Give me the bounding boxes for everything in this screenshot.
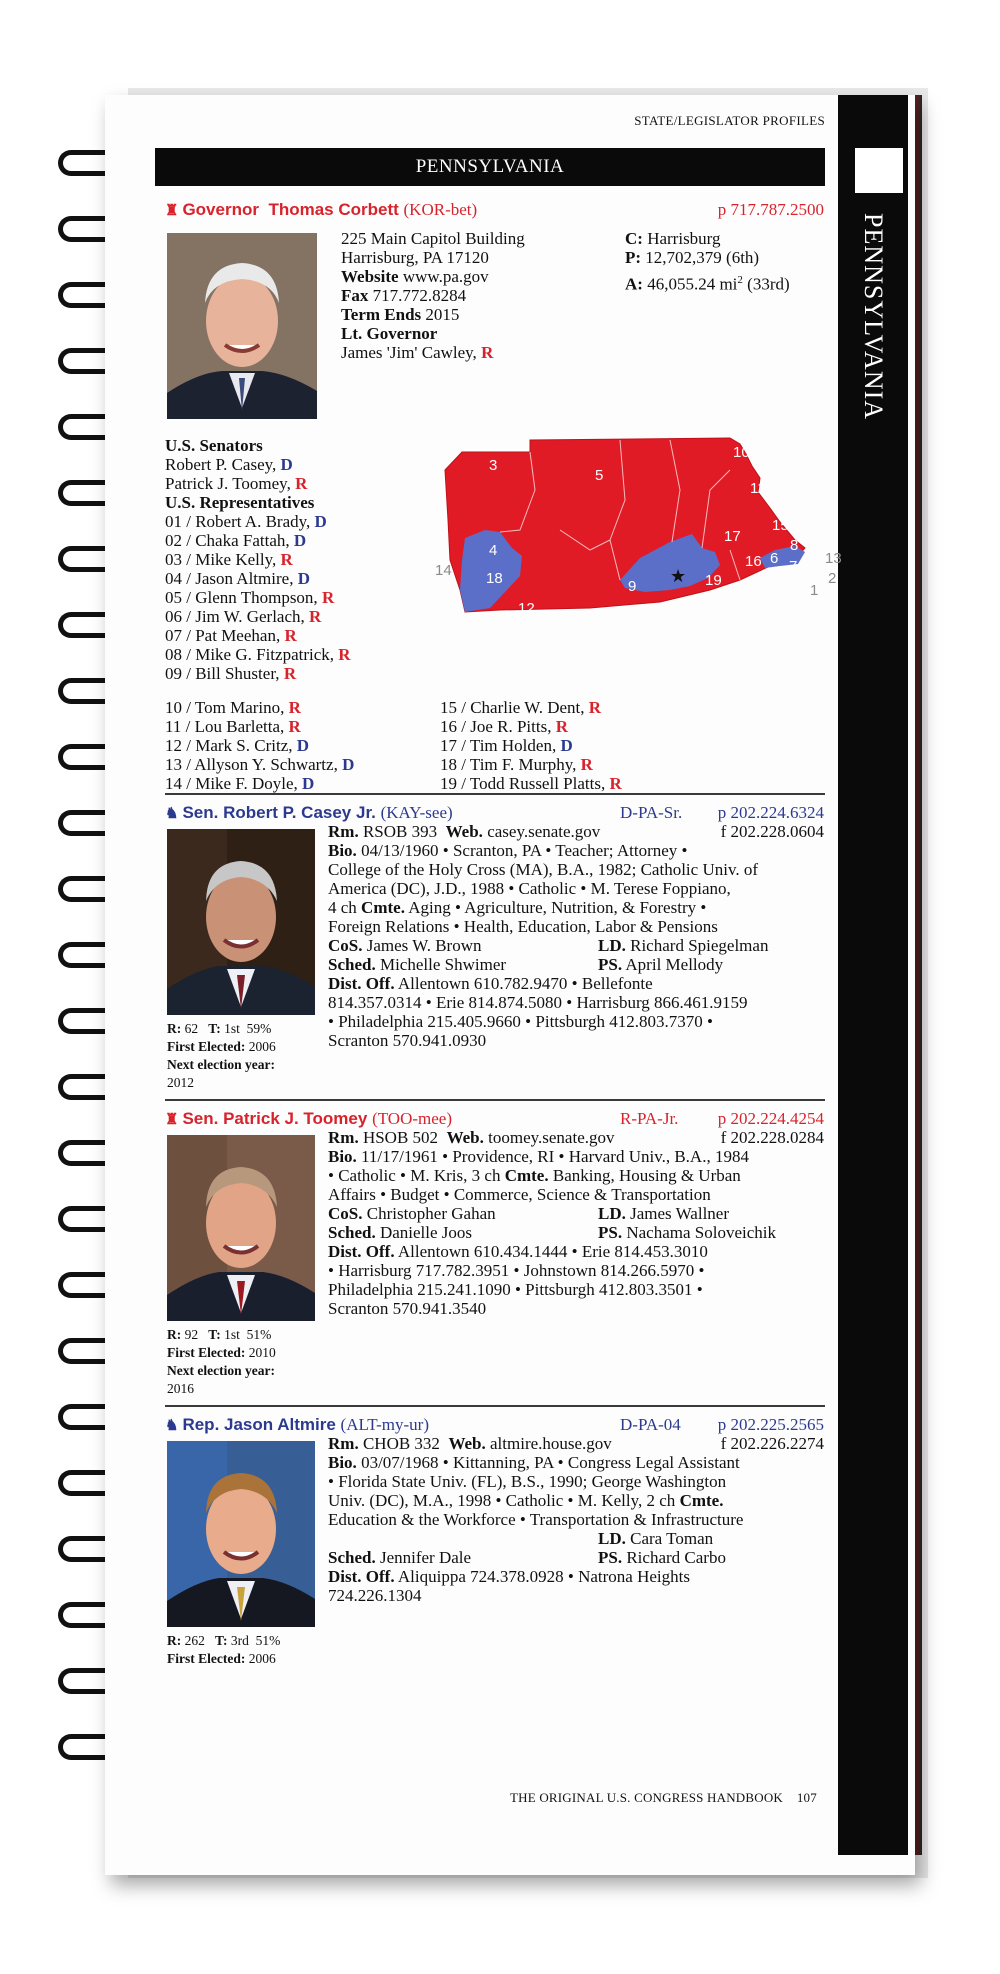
member-fax: f 202.226.2274 [720, 1434, 824, 1453]
party-letter: D [342, 755, 355, 774]
profile-line [328, 1128, 615, 1148]
profile-line [328, 841, 687, 861]
party-letter: D [314, 512, 327, 531]
profile-line [328, 1567, 690, 1587]
member-photo [167, 1135, 315, 1321]
bio-text: • Catholic • M. Kris, 3 ch [328, 1166, 501, 1185]
term-value: 1st [224, 1327, 240, 1342]
party-letter: R [284, 626, 297, 645]
term-value: 3rd [230, 1633, 249, 1648]
rep-name: 08 / Mike G. Fitzpatrick, [165, 645, 335, 664]
side-tab [838, 95, 908, 1855]
governor-heading [165, 200, 477, 221]
district-map [435, 430, 842, 630]
field-label: Dist. Off. [328, 1567, 395, 1586]
member-phone: p 202.224.4254 [717, 1109, 824, 1128]
district-office-text: • Harrisburg 717.782.3951 • Johnstown 814.266.5970 • [328, 1261, 705, 1280]
rep-name: 19 / Todd Russell Platts, [440, 774, 606, 793]
senator-list-item [165, 474, 307, 494]
room-number: RSOB 393 [362, 822, 438, 841]
map-district-label: 19 [705, 572, 722, 589]
rep-list-item [440, 774, 622, 794]
senators-heading: U.S. Senators [165, 436, 263, 455]
district-office-text: • Philadelphia 215.405.9660 • Pittsburgh 412.803.7370 • [328, 1012, 713, 1031]
area-superscript: 2 [737, 274, 743, 286]
capital-label: C: [625, 229, 643, 248]
profile-line [328, 822, 600, 842]
rep-name: 16 / Joe R. Pitts, [440, 717, 552, 736]
party-letter: R [555, 717, 568, 736]
staff-scheduler: Danielle Joos [379, 1223, 473, 1242]
party-letter: D [297, 569, 310, 588]
field-label: Sched. [328, 1548, 376, 1567]
member-pronunciation: (ALT-my-ur) [340, 1415, 429, 1434]
map-district-label: 6 [770, 550, 779, 567]
pennsylvania-map-svg [435, 430, 842, 630]
state-title: PENNSYLVANIA [415, 156, 565, 177]
party-letter: R [609, 774, 622, 793]
party-letter: R [280, 550, 293, 569]
donkey-icon: ♞ [165, 805, 179, 822]
party-letter: R [580, 755, 593, 774]
profile-line [328, 1280, 703, 1300]
tab-notch [855, 148, 903, 193]
field-label: CoS. [328, 936, 363, 955]
profile-line [328, 1031, 486, 1051]
profile-line [328, 1012, 713, 1032]
profile-line [598, 955, 723, 975]
member-heading [165, 1415, 429, 1436]
rep-name: 02 / Chaka Fattah, [165, 531, 290, 550]
rep-list-item [440, 698, 601, 718]
page-number: 107 [796, 1790, 817, 1805]
page-footer [510, 1790, 817, 1806]
senator-name: Patrick J. Toomey, [165, 474, 291, 493]
rep-list-item [165, 588, 334, 608]
member-code: R-PA-Jr. [620, 1109, 679, 1128]
rep-list-item [440, 755, 593, 775]
profile-line [328, 1185, 711, 1205]
population-label: P: [625, 248, 642, 267]
profile-line [598, 936, 768, 956]
term-label: T: [208, 1021, 221, 1036]
first-elected-label: First Elected: [167, 1345, 246, 1360]
field-label: Sched. [328, 1223, 376, 1242]
rank-value: 92 [184, 1327, 199, 1342]
population-value: 12,702,379 (6th) [645, 248, 760, 267]
governor-photo [167, 233, 317, 419]
map-district-label: 12 [518, 600, 535, 617]
fax-label: Fax [341, 286, 369, 305]
district-office-text: Allentown 610.782.9470 • Bellefonte [397, 974, 653, 993]
profile-line [328, 1491, 723, 1511]
party-letter: R [295, 474, 308, 493]
field-label: Web. [448, 1434, 486, 1453]
district-office-text: Aliquippa 724.378.0928 • Natrona Heights [397, 1567, 690, 1586]
party-letter: D [293, 531, 307, 550]
map-district-label: 8 [790, 537, 799, 554]
party-letter: R [321, 588, 335, 607]
profile-line [328, 1434, 612, 1454]
district-office-text: Allentown 610.434.1444 • Erie 814.453.3010 [397, 1242, 708, 1261]
field-label: Dist. Off. [328, 1242, 395, 1261]
bio-text: Univ. (DC), M.A., 1998 • Catholic • M. Kelly, 2 ch [328, 1491, 676, 1510]
profile-line [328, 1147, 749, 1167]
rank-label: R: [167, 1021, 182, 1036]
vote-percent: 51% [255, 1633, 281, 1648]
field-label: Cmte. [679, 1491, 724, 1510]
rep-list-item [165, 531, 306, 551]
map-district-label: 11 [750, 480, 766, 497]
field-label: PS. [598, 1548, 623, 1567]
rep-list-item [165, 736, 309, 756]
rep-list-item [440, 717, 568, 737]
party-letter: R [288, 717, 301, 736]
profile-line [328, 1453, 740, 1473]
field-label: Sched. [328, 955, 376, 974]
rank-label: R: [167, 1633, 182, 1648]
profile-line [328, 974, 653, 994]
bio-text: 04/13/1960 • Scranton, PA • Teacher; Attorney • [361, 841, 688, 860]
staff-ld: Richard Spiegelman [630, 936, 769, 955]
rep-list-item [165, 717, 301, 737]
committee-text: Foreign Relations • Health, Education, Labor & Pensions [328, 917, 718, 936]
member-website[interactable]: altmire.house.gov [490, 1434, 612, 1453]
rep-name: 13 / Allyson Y. Schwartz, [165, 755, 338, 774]
first-elected [167, 1650, 276, 1667]
member-photo [167, 829, 315, 1015]
rep-name: 04 / Jason Altmire, [165, 569, 294, 588]
bio-text: 4 ch [328, 898, 357, 917]
rep-name: 11 / Lou Barletta, [165, 717, 285, 736]
staff-scheduler: Jennifer Dale [379, 1548, 472, 1567]
capital-star-icon: ★ [670, 566, 687, 586]
field-label: CoS. [328, 1204, 363, 1223]
rep-name: 09 / Bill Shuster, [165, 664, 280, 683]
profile-line [328, 1204, 496, 1224]
committee-text: Banking, Housing & Urban [552, 1166, 741, 1185]
first-elected-label: First Elected: [167, 1651, 246, 1666]
rep-list-item [165, 512, 327, 532]
rep-name: 07 / Pat Meehan, [165, 626, 281, 645]
staff-press: April Mellody [625, 955, 724, 974]
profile-line [328, 955, 506, 975]
staff-press: Nachama Soloveichik [626, 1223, 776, 1242]
profile-line [598, 1223, 776, 1243]
field-label: PS. [598, 1223, 623, 1242]
rep-name: 03 / Mike Kelly, [165, 550, 277, 569]
first-elected [167, 1344, 276, 1361]
staff-ld: James Wallner [630, 1204, 729, 1223]
member-phone: p 202.225.2565 [717, 1415, 824, 1434]
next-election-year: 2016 [167, 1381, 194, 1396]
map-district-label: 7 [789, 558, 798, 575]
member-code: D-PA-04 [620, 1415, 681, 1434]
staff-cos: James W. Brown [366, 936, 482, 955]
term-label: T: [215, 1633, 228, 1648]
field-label: Web. [446, 1128, 484, 1147]
rep-list-item [165, 626, 297, 646]
map-district-label: 10 [733, 444, 750, 461]
term-label: T: [208, 1327, 221, 1342]
rep-name: 01 / Robert A. Brady, [165, 512, 311, 531]
field-label: Rm. [328, 1128, 359, 1147]
profile-line [598, 1204, 729, 1224]
field-label: Rm. [328, 1434, 359, 1453]
party-letter: R [288, 698, 301, 717]
profile-line [328, 1299, 486, 1319]
bio-text: College of the Holy Cross (MA), B.A., 1982; Catholic Univ. of [328, 860, 758, 879]
district-office-text: Scranton 570.941.0930 [328, 1031, 487, 1050]
first-elected-label: First Elected: [167, 1039, 246, 1054]
member-photo [167, 1441, 315, 1627]
first-elected-year: 2006 [248, 1651, 276, 1666]
rep-list-item [440, 736, 573, 756]
member-title: Sen. Robert P. Casey Jr. [182, 803, 376, 822]
party-letter: R [588, 698, 602, 717]
field-label: LD. [598, 1204, 626, 1223]
bio-text: 03/07/1968 • Kittanning, PA • Congress Legal Assistant [361, 1453, 740, 1472]
map-district-label: 17 [724, 528, 741, 545]
rep-list-item [165, 755, 354, 775]
profile-line [328, 898, 706, 918]
staff-cos: Christopher Gahan [366, 1204, 496, 1223]
map-district-label: 9 [628, 578, 637, 595]
map-district-label: 4 [489, 542, 498, 559]
profile-line [328, 1261, 704, 1281]
district-office-text: 814.357.0314 • Erie 814.874.5080 • Harrisburg 866.461.9159 [328, 993, 748, 1012]
field-label: LD. [598, 936, 626, 955]
room-number: CHOB 332 [362, 1434, 440, 1453]
elephant-icon: ♜ [165, 1111, 179, 1128]
field-label: Cmte. [504, 1166, 549, 1185]
committee-text: Aging • Agriculture, Nutrition, & Forestry • [408, 898, 707, 917]
committee-text: Education & the Workforce • Transportation & Infrastructure [328, 1510, 744, 1529]
party-letter: R [338, 645, 351, 664]
first-elected-year: 2010 [248, 1345, 276, 1360]
member-pronunciation: (TOO-mee) [372, 1109, 452, 1128]
rep-name: 05 / Glenn Thompson, [165, 588, 318, 607]
rank-value: 262 [184, 1633, 205, 1648]
profile-line [328, 1166, 741, 1186]
staff-ld: Cara Toman [630, 1529, 714, 1548]
vote-percent: 51% [246, 1327, 272, 1342]
member-heading [165, 1109, 452, 1130]
lt-governor-party: R [481, 343, 494, 362]
section-divider [165, 793, 825, 795]
profile-line [598, 1529, 713, 1549]
profile-line [328, 879, 731, 899]
profile-line [598, 1548, 726, 1568]
governor-pronunciation: (KOR-bet) [403, 200, 478, 219]
governor-address-1: 225 Main Capitol Building [341, 229, 525, 248]
profile-line [328, 860, 758, 880]
party-letter: D [302, 774, 315, 793]
bio-text: • Florida State Univ. (FL), B.S., 1990; George Washington [328, 1472, 727, 1491]
section-divider [165, 1405, 825, 1407]
rank-label: R: [167, 1327, 182, 1342]
governor-name: Thomas Corbett [268, 200, 399, 219]
bio-text: 11/17/1961 • Providence, RI • Harvard Univ., B.A., 1984 [361, 1147, 749, 1166]
area-value: 46,055.24 mi [647, 274, 738, 294]
first-elected-year: 2006 [248, 1039, 276, 1054]
field-label: Dist. Off. [328, 974, 395, 993]
rep-list-item [165, 645, 351, 665]
elephant-icon: ♜ [165, 202, 179, 219]
field-label: Bio. [328, 1147, 357, 1166]
rep-name: 06 / Jim W. Gerlach, [165, 607, 305, 626]
map-district-label: 2 [828, 570, 837, 587]
profile-line [328, 1586, 422, 1606]
section-header: STATE/LEGISLATOR PROFILES [634, 113, 825, 128]
profile-line [328, 917, 718, 937]
field-label: Web. [445, 822, 483, 841]
rep-list-item [165, 664, 296, 684]
first-elected [167, 1038, 276, 1055]
map-district-label: 3 [489, 457, 498, 474]
governor-address-2: Harrisburg, PA 17120 [341, 248, 489, 267]
staff-press: Richard Carbo [626, 1548, 726, 1567]
party-letter: D [280, 455, 293, 474]
governor-website[interactable]: www.pa.gov [402, 267, 489, 286]
profile-line [328, 1242, 708, 1262]
website-label: Website [341, 267, 399, 286]
member-code: D-PA-Sr. [620, 803, 683, 822]
map-district-label: 5 [595, 467, 604, 484]
footer-title: THE ORIGINAL U.S. CONGRESS HANDBOOK [510, 1790, 784, 1805]
field-label: LD. [598, 1529, 626, 1548]
room-number: HSOB 502 [362, 1128, 439, 1147]
rep-name: 12 / Mark S. Critz, [165, 736, 293, 755]
party-letter: R [309, 607, 322, 626]
profile-line [328, 1223, 472, 1243]
profile-line [328, 1510, 743, 1530]
field-label: Bio. [328, 1453, 357, 1472]
next-election-label: Next election year: [167, 1363, 275, 1378]
side-tab-label: PENNSYLVANIA [859, 213, 888, 421]
section-divider [165, 1099, 825, 1101]
member-phone: p 202.224.6324 [717, 803, 824, 822]
profile-line [328, 936, 481, 956]
rep-list-item [165, 698, 301, 718]
next-election-year: 2012 [167, 1075, 194, 1090]
member-fax: f 202.228.0604 [720, 822, 824, 841]
capital-value: Harrisburg [647, 229, 721, 248]
rep-name: 10 / Tom Marino, [165, 698, 285, 717]
profile-line [328, 1548, 471, 1568]
rep-name: 18 / Tim F. Murphy, [440, 755, 577, 774]
rank-stats [167, 1326, 271, 1343]
donkey-icon: ♞ [165, 1417, 179, 1434]
member-website[interactable]: toomey.senate.gov [488, 1128, 615, 1147]
senator-name: Robert P. Casey, [165, 455, 277, 474]
rep-name: 17 / Tim Holden, [440, 736, 557, 755]
party-letter: D [560, 736, 573, 755]
member-fax: f 202.228.0284 [720, 1128, 824, 1147]
reps-heading: U.S. Representatives [165, 493, 315, 512]
term-label: Term Ends [341, 305, 422, 324]
map-district-label: 15 [772, 517, 789, 534]
governor-phone: p 717.787.2500 [717, 200, 824, 219]
map-district-label: 13 [825, 550, 842, 567]
map-district-label: 1 [810, 582, 819, 599]
rep-name: 14 / Mike F. Doyle, [165, 774, 298, 793]
senator-list-item [165, 455, 293, 475]
lt-governor-name: James 'Jim' Cawley, [341, 343, 477, 362]
profile-line [328, 993, 748, 1013]
vote-percent: 59% [246, 1021, 272, 1036]
member-title: Rep. Jason Altmire [182, 1415, 336, 1434]
member-heading [165, 803, 453, 824]
area-rank: (33rd) [747, 274, 790, 294]
profile-line [328, 1472, 726, 1492]
bio-text: America (DC), J.D., 1988 • Catholic • M. Terese Foppiano, [328, 879, 731, 898]
map-district-label: 18 [486, 570, 503, 587]
rep-list-item [165, 569, 310, 589]
rank-stats [167, 1020, 271, 1037]
rep-list-item [165, 607, 321, 627]
field-label: Cmte. [361, 898, 405, 917]
committee-text: Affairs • Budget • Commerce, Science & Transportation [328, 1185, 711, 1204]
district-office-text: Philadelphia 215.241.1090 • Pittsburgh 412.803.3501 • [328, 1280, 703, 1299]
map-district-label: 16 [745, 553, 762, 570]
state-title-bar [155, 148, 825, 186]
lt-governor-label: Lt. Governor [341, 324, 438, 343]
field-label: Bio. [328, 841, 357, 860]
rep-name: 15 / Charlie W. Dent, [440, 698, 585, 717]
rep-list-item [165, 774, 314, 794]
district-office-text: Scranton 570.941.3540 [328, 1299, 487, 1318]
rep-list-item [165, 550, 293, 570]
rank-stats [167, 1632, 280, 1649]
party-letter: R [283, 664, 297, 683]
governor-title: Governor [182, 200, 259, 219]
staff-scheduler: Michelle Shwimer [379, 955, 507, 974]
governor-term: 2015 [425, 305, 460, 324]
term-value: 1st [224, 1021, 240, 1036]
governor-fax: 717.772.8284 [372, 286, 467, 305]
district-office-text: 724.226.1304 [328, 1586, 422, 1605]
party-letter: D [296, 736, 310, 755]
area-label: A: [625, 274, 643, 294]
member-website[interactable]: casey.senate.gov [487, 822, 601, 841]
member-pronunciation: (KAY-see) [380, 803, 453, 822]
rank-value: 62 [184, 1021, 199, 1036]
member-title: Sen. Patrick J. Toomey [182, 1109, 368, 1128]
map-district-label: 14 [435, 562, 452, 579]
field-label: Rm. [328, 822, 359, 841]
next-election-label: Next election year: [167, 1057, 275, 1072]
field-label: PS. [598, 955, 623, 974]
